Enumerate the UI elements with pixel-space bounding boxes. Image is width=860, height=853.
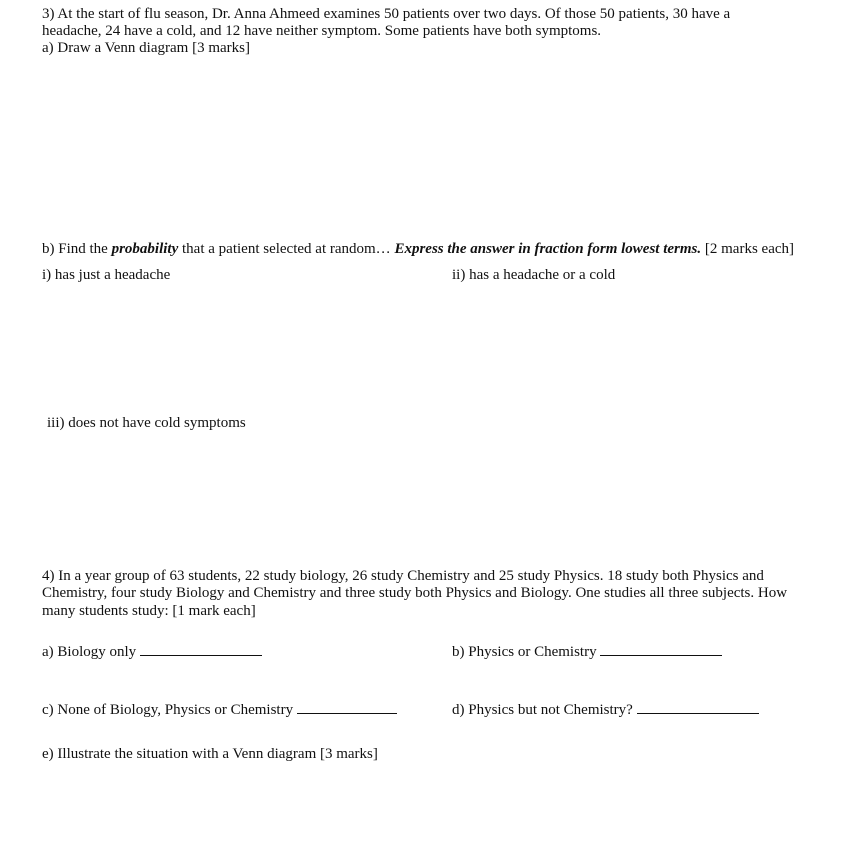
q4-part-d-answer-line[interactable]: [637, 701, 759, 714]
q4-part-b: [452, 643, 722, 661]
q3-part-b-mid: that a patient selected at random…: [178, 241, 395, 257]
q3-line-1: 3) At the start of flu season, Dr. Anna Ahmeed examines 50 patients over two days. Of those 50 patients, 30 have a: [42, 6, 731, 22]
q3-part-b-pre: b) Find the: [42, 241, 112, 257]
q4-part-d: [452, 701, 759, 719]
q3-sub-ii: ii) has a headache or a cold: [452, 267, 616, 283]
q4-part-d-label: d) Physics but not Chemistry?: [452, 702, 637, 718]
q3-sub-i: i) has just a headache: [42, 267, 171, 283]
q3-part-b: [42, 241, 794, 258]
q4-line-2: Chemistry, four study Biology and Chemistry and three study both Physics and Biology. One studies all three subjects. How: [42, 585, 788, 601]
q4-part-e: e) Illustrate the situation with a Venn diagram [3 marks]: [42, 746, 378, 762]
q3-part-a: a) Draw a Venn diagram [3 marks]: [42, 40, 250, 56]
q4-part-a: [42, 643, 262, 661]
q4-part-b-answer-line[interactable]: [600, 643, 722, 656]
q4-part-a-answer-line[interactable]: [140, 643, 262, 656]
q3-sub-iii: iii) does not have cold symptoms: [47, 415, 246, 431]
q3-part-b-post: [2 marks each]: [701, 241, 795, 257]
q4-line-3: many students study: [1 mark each]: [42, 603, 256, 619]
q3-line-2: headache, 24 have a cold, and 12 have neither symptom. Some patients have both symptoms.: [42, 23, 602, 39]
q4-part-c: [42, 701, 397, 719]
q4-part-c-label: c) None of Biology, Physics or Chemistry: [42, 702, 297, 718]
q4-part-a-label: a) Biology only: [42, 644, 140, 660]
q4-part-b-label: b) Physics or Chemistry: [452, 644, 601, 660]
q4-part-c-answer-line[interactable]: [297, 701, 397, 714]
q3-part-b-emph-instruction: Express the answer in fraction form lowest terms.: [394, 241, 702, 257]
q4-line-1: 4) In a year group of 63 students, 22 study biology, 26 study Chemistry and 25 study Physics. 18 study both Physics and: [42, 568, 764, 584]
q3-part-b-emph-probability: probability: [111, 241, 179, 257]
